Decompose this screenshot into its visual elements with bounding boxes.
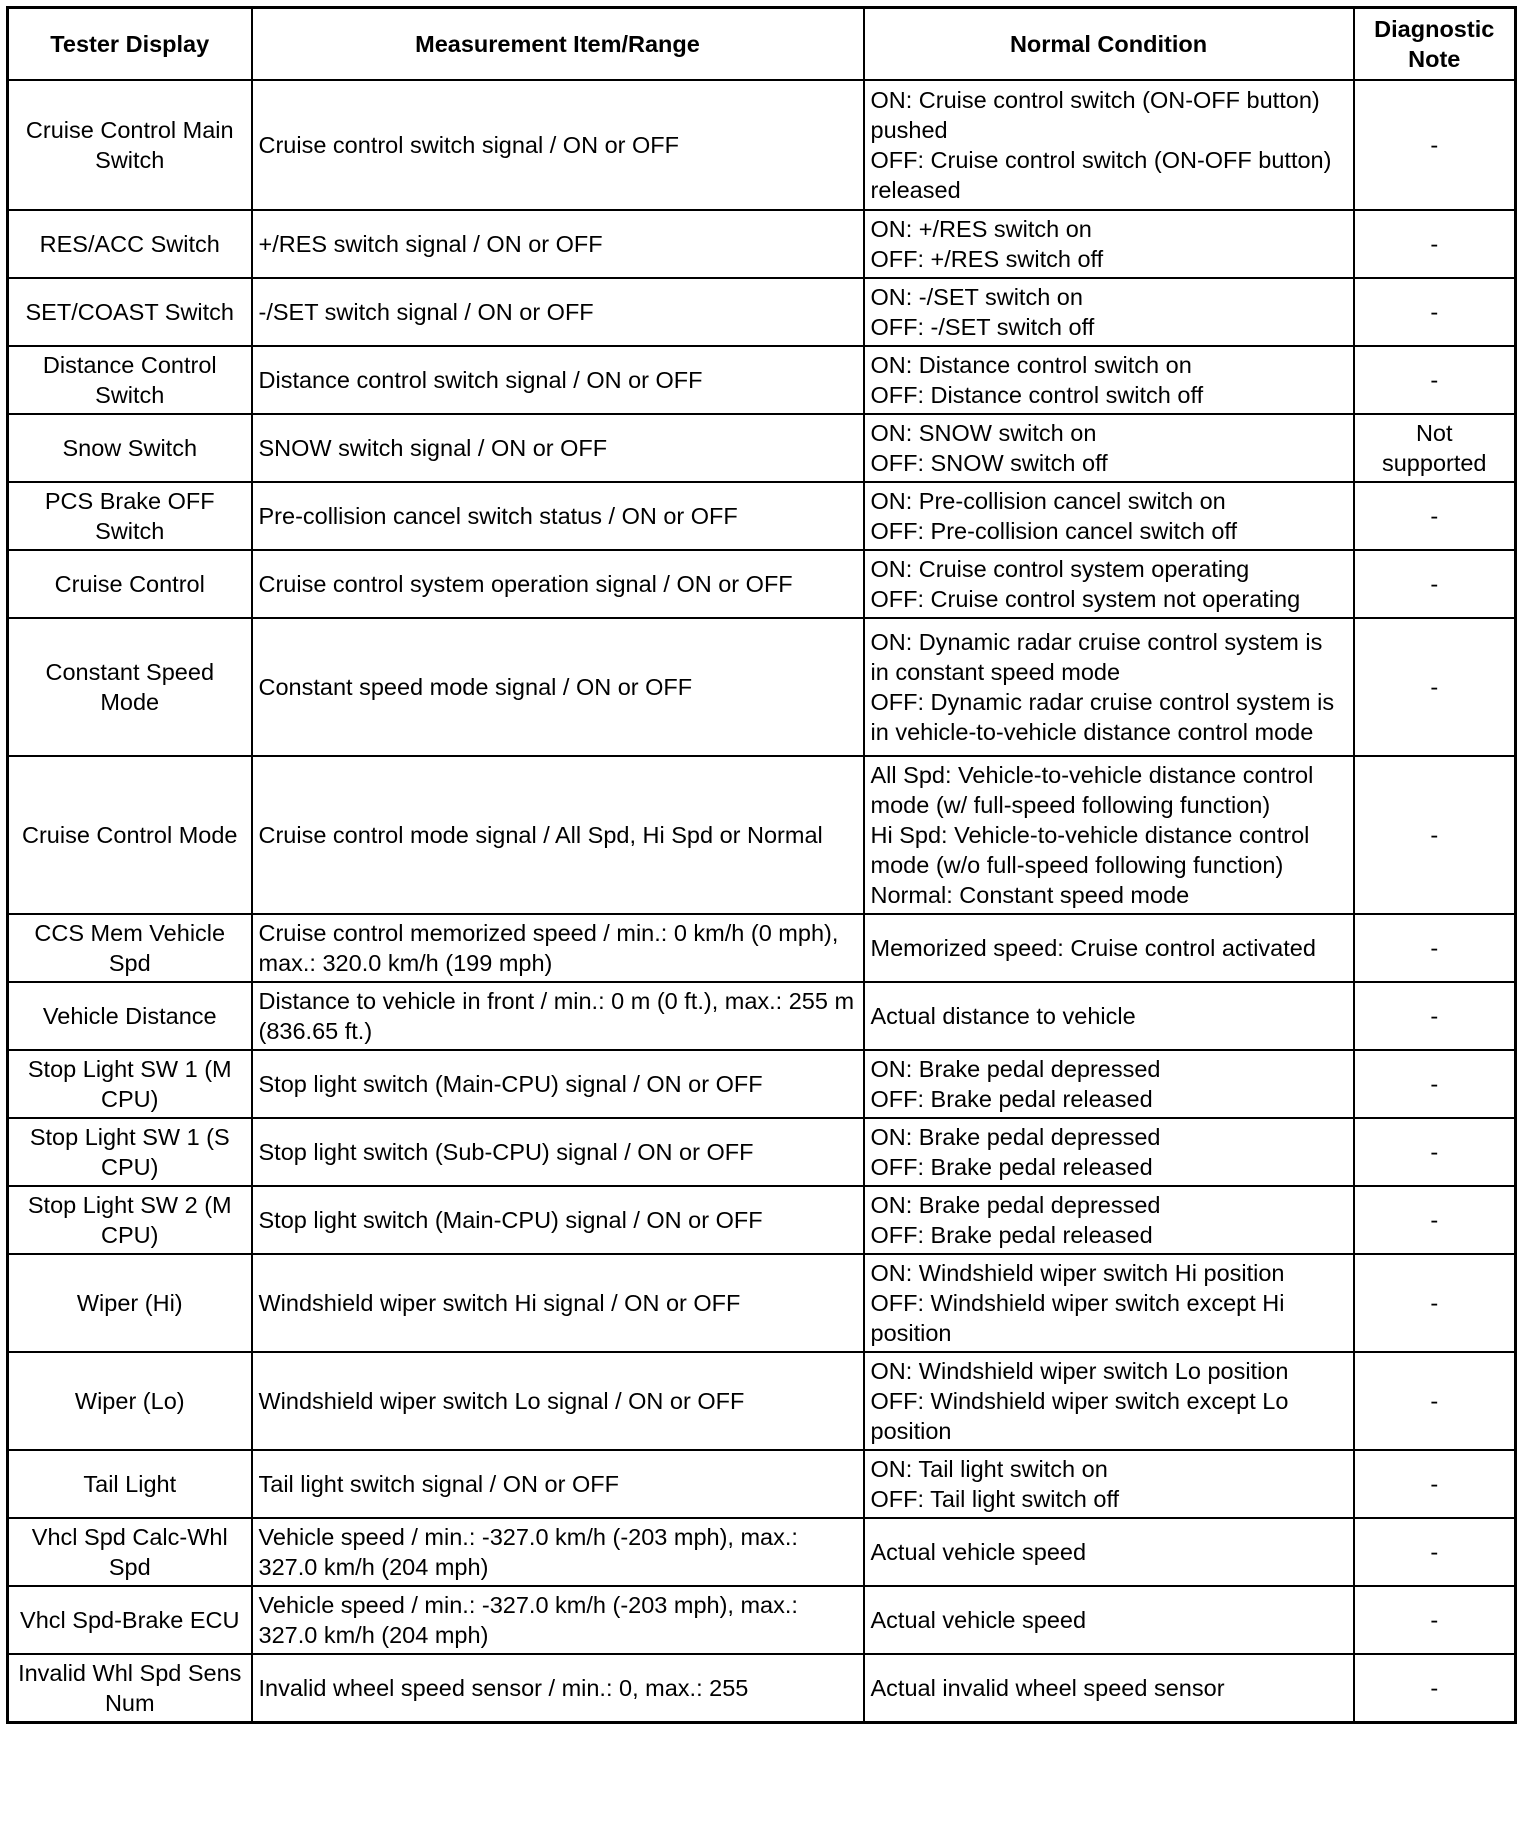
tester-display-cell: Cruise Control Main Switch — [8, 80, 252, 210]
tester-display-cell: Vhcl Spd-Brake ECU — [8, 1586, 252, 1654]
diagnostic-note-cell: - — [1354, 80, 1516, 210]
diagnostic-note-cell: Not supported — [1354, 414, 1516, 482]
tester-display-cell: Stop Light SW 1 (S CPU) — [8, 1118, 252, 1186]
diagnostic-note-cell: - — [1354, 1450, 1516, 1518]
tester-display-cell: Invalid Whl Spd Sens Num — [8, 1654, 252, 1723]
table-row — [8, 482, 1516, 550]
table-row — [8, 1654, 1516, 1723]
diagnostic-note-cell: - — [1354, 1186, 1516, 1254]
diagnostic-note-cell: - — [1354, 1654, 1516, 1723]
tester-display-cell: Stop Light SW 1 (M CPU) — [8, 1050, 252, 1118]
normal-condition-cell: ON: Cruise control switch (ON-OFF button) pushed OFF: Cruise control switch (ON-OFF button) released — [864, 80, 1354, 210]
table-row — [8, 1050, 1516, 1118]
tester-display-cell: Cruise Control Mode — [8, 756, 252, 914]
tester-display-cell: Constant Speed Mode — [8, 618, 252, 756]
measurement-item-cell: Stop light switch (Main-CPU) signal / ON or OFF — [252, 1186, 864, 1254]
diagnostic-note-cell: - — [1354, 982, 1516, 1050]
data-list-table — [6, 6, 1517, 1724]
normal-condition-cell: Actual distance to vehicle — [864, 982, 1354, 1050]
measurement-item-cell: Windshield wiper switch Hi signal / ON or OFF — [252, 1254, 864, 1352]
diagnostic-note-cell: - — [1354, 618, 1516, 756]
header-measurement-item: Measurement Item/Range — [252, 8, 864, 81]
table-row — [8, 414, 1516, 482]
table-row — [8, 1118, 1516, 1186]
normal-condition-cell: ON: Windshield wiper switch Lo position OFF: Windshield wiper switch except Lo position — [864, 1352, 1354, 1450]
table-body — [8, 80, 1516, 1723]
measurement-item-cell: -/SET switch signal / ON or OFF — [252, 278, 864, 346]
tester-display-cell: Wiper (Lo) — [8, 1352, 252, 1450]
normal-condition-cell: ON: SNOW switch on OFF: SNOW switch off — [864, 414, 1354, 482]
normal-condition-cell: ON: +/RES switch on OFF: +/RES switch off — [864, 210, 1354, 278]
normal-condition-cell: ON: Brake pedal depressed OFF: Brake pedal released — [864, 1050, 1354, 1118]
diagnostic-note-cell: - — [1354, 210, 1516, 278]
header-row — [8, 8, 1516, 81]
diagnostic-note-cell: - — [1354, 346, 1516, 414]
measurement-item-cell: +/RES switch signal / ON or OFF — [252, 210, 864, 278]
table-row — [8, 1352, 1516, 1450]
diagnostic-note-cell: - — [1354, 1518, 1516, 1586]
tester-display-cell: SET/COAST Switch — [8, 278, 252, 346]
table-row — [8, 346, 1516, 414]
measurement-item-cell: Windshield wiper switch Lo signal / ON or OFF — [252, 1352, 864, 1450]
measurement-item-cell: SNOW switch signal / ON or OFF — [252, 414, 864, 482]
normal-condition-cell: ON: Tail light switch on OFF: Tail light switch off — [864, 1450, 1354, 1518]
header-normal-condition: Normal Condition — [864, 8, 1354, 81]
measurement-item-cell: Tail light switch signal / ON or OFF — [252, 1450, 864, 1518]
tester-display-cell: CCS Mem Vehicle Spd — [8, 914, 252, 982]
tester-display-cell: Distance Control Switch — [8, 346, 252, 414]
tester-display-cell: RES/ACC Switch — [8, 210, 252, 278]
diagnostic-note-cell: - — [1354, 914, 1516, 982]
diagnostic-note-cell: - — [1354, 756, 1516, 914]
measurement-item-cell: Pre-collision cancel switch status / ON or OFF — [252, 482, 864, 550]
normal-condition-cell: ON: Dynamic radar cruise control system is in constant speed mode OFF: Dynamic radar cruise control system is in vehicle-to-vehicle distance control mode — [864, 618, 1354, 756]
table-row — [8, 1518, 1516, 1586]
table-row — [8, 210, 1516, 278]
normal-condition-cell: Actual invalid wheel speed sensor — [864, 1654, 1354, 1723]
normal-condition-cell: ON: Brake pedal depressed OFF: Brake pedal released — [864, 1118, 1354, 1186]
table-row — [8, 914, 1516, 982]
normal-condition-cell: ON: Windshield wiper switch Hi position OFF: Windshield wiper switch except Hi position — [864, 1254, 1354, 1352]
table-row — [8, 1186, 1516, 1254]
diagnostic-note-cell: - — [1354, 1050, 1516, 1118]
measurement-item-cell: Stop light switch (Main-CPU) signal / ON or OFF — [252, 1050, 864, 1118]
table-row — [8, 1586, 1516, 1654]
header-tester-display: Tester Display — [8, 8, 252, 81]
normal-condition-cell: All Spd: Vehicle-to-vehicle distance control mode (w/ full-speed following function) Hi Spd: Vehicle-to-vehicle distance control mode (w/o full-speed following function) Normal: Constant speed mode — [864, 756, 1354, 914]
measurement-item-cell: Vehicle speed / min.: -327.0 km/h (-203 mph), max.: 327.0 km/h (204 mph) — [252, 1586, 864, 1654]
normal-condition-cell: Actual vehicle speed — [864, 1518, 1354, 1586]
table-row — [8, 1254, 1516, 1352]
tester-display-cell: Stop Light SW 2 (M CPU) — [8, 1186, 252, 1254]
diagnostic-note-cell: - — [1354, 482, 1516, 550]
measurement-item-cell: Distance control switch signal / ON or OFF — [252, 346, 864, 414]
normal-condition-cell: ON: Cruise control system operating OFF: Cruise control system not operating — [864, 550, 1354, 618]
normal-condition-cell: ON: -/SET switch on OFF: -/SET switch off — [864, 278, 1354, 346]
normal-condition-cell: Actual vehicle speed — [864, 1586, 1354, 1654]
table-row — [8, 1450, 1516, 1518]
measurement-item-cell: Distance to vehicle in front / min.: 0 m (0 ft.), max.: 255 m (836.65 ft.) — [252, 982, 864, 1050]
normal-condition-cell: ON: Pre-collision cancel switch on OFF: Pre-collision cancel switch off — [864, 482, 1354, 550]
measurement-item-cell: Cruise control memorized speed / min.: 0 km/h (0 mph), max.: 320.0 km/h (199 mph) — [252, 914, 864, 982]
diagnostic-note-cell: - — [1354, 1586, 1516, 1654]
measurement-item-cell: Vehicle speed / min.: -327.0 km/h (-203 mph), max.: 327.0 km/h (204 mph) — [252, 1518, 864, 1586]
table-row — [8, 618, 1516, 756]
tester-display-cell: Snow Switch — [8, 414, 252, 482]
normal-condition-cell: ON: Brake pedal depressed OFF: Brake pedal released — [864, 1186, 1354, 1254]
normal-condition-cell: Memorized speed: Cruise control activated — [864, 914, 1354, 982]
diagnostic-note-cell: - — [1354, 1352, 1516, 1450]
table-row — [8, 550, 1516, 618]
tester-display-cell: Cruise Control — [8, 550, 252, 618]
table-row — [8, 278, 1516, 346]
diagnostic-note-cell: - — [1354, 278, 1516, 346]
measurement-item-cell: Stop light switch (Sub-CPU) signal / ON or OFF — [252, 1118, 864, 1186]
tester-display-cell: Vhcl Spd Calc-Whl Spd — [8, 1518, 252, 1586]
measurement-item-cell: Constant speed mode signal / ON or OFF — [252, 618, 864, 756]
measurement-item-cell: Cruise control system operation signal / ON or OFF — [252, 550, 864, 618]
tester-display-cell: Vehicle Distance — [8, 982, 252, 1050]
tester-display-cell: PCS Brake OFF Switch — [8, 482, 252, 550]
tester-display-cell: Tail Light — [8, 1450, 252, 1518]
measurement-item-cell: Cruise control switch signal / ON or OFF — [252, 80, 864, 210]
diagnostic-note-cell: - — [1354, 1118, 1516, 1186]
diagnostic-note-cell: - — [1354, 550, 1516, 618]
measurement-item-cell: Cruise control mode signal / All Spd, Hi Spd or Normal — [252, 756, 864, 914]
diagnostic-note-cell: - — [1354, 1254, 1516, 1352]
measurement-item-cell: Invalid wheel speed sensor / min.: 0, max.: 255 — [252, 1654, 864, 1723]
normal-condition-cell: ON: Distance control switch on OFF: Distance control switch off — [864, 346, 1354, 414]
table-row — [8, 982, 1516, 1050]
table-row — [8, 756, 1516, 914]
table-row — [8, 80, 1516, 210]
header-diagnostic-note: Diagnostic Note — [1354, 8, 1516, 81]
tester-display-cell: Wiper (Hi) — [8, 1254, 252, 1352]
